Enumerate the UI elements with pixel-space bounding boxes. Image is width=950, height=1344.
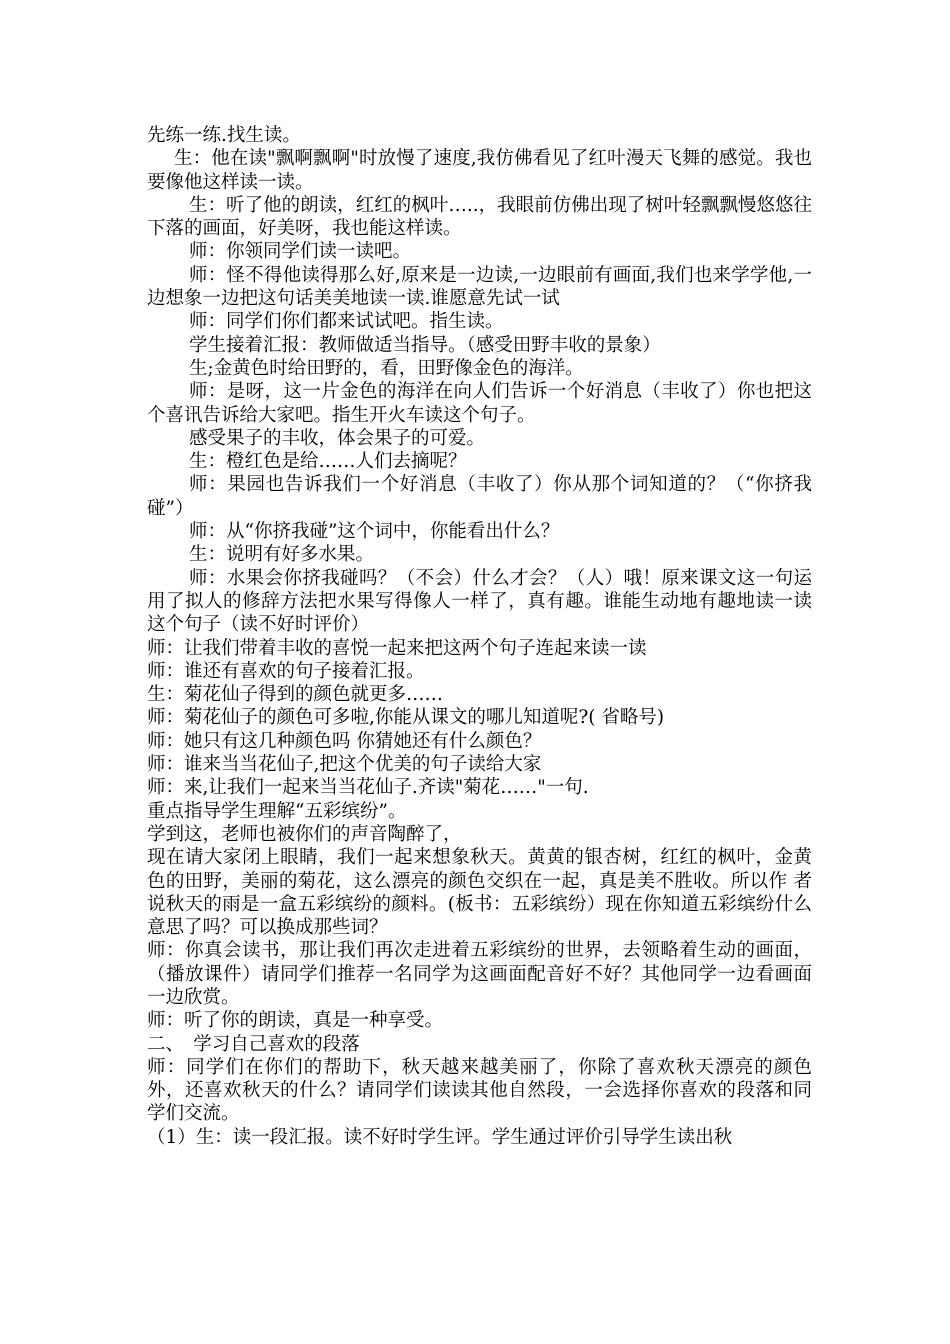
paragraph: 师：怪不得他读得那么好,原来是一边读,一边眼前有画面,我们也来学学他,一边想象一边把这句话美美地读一读.谁愿意先试一试 <box>147 264 812 310</box>
paragraph: 生：橙红色是给……人们去摘呢？ <box>189 451 467 473</box>
paragraph: 生：说明有好多水果。 <box>189 544 375 566</box>
paragraph: 现在请大家闭上眼睛，我们一起来想象秋天。黄黄的银杏树，红红的枫叶，金黄色的田野，美丽的菊花，这么漂亮的颜色交织在一起，真是美不胜收。所以作 者说秋天的雨是一盒五彩缤纷的颜料。(板书：五彩缤纷）现在你知道五彩缤纷什么意思了吗？可以换成那些词？ <box>147 847 812 939</box>
paragraph: 师：同学们你们都来试试吧。指生读。 <box>189 311 504 333</box>
paragraph: 二、 学习自己喜欢的段落 <box>147 1033 360 1055</box>
paragraph: 师：来,让我们一起来当当花仙子.齐读"菊花……"一句. <box>147 777 589 799</box>
paragraph: 师：同学们在你们的帮助下，秋天越来越美丽了，你除了喜欢秋天漂亮的颜色外，还喜欢秋天的什么？请同学们读读其他自然段，一会选择你喜欢的段落和同学们交流。 <box>147 1056 812 1125</box>
paragraph: 生：他在读"飘啊飘啊"时放慢了速度,我仿佛看见了红叶漫天飞舞的感觉。我也要像他这样读一读。 <box>147 148 812 193</box>
paragraph: 师：她只有这几种颜色吗 你猜她还有什么颜色？ <box>147 730 542 752</box>
paragraph: 师：你领同学们读一读吧。 <box>189 241 412 263</box>
paragraph: 学生接着汇报：教师做适当指导。（感受田野丰收的景象） <box>189 334 661 356</box>
paragraph: 师：听了你的朗读，真是一种享受。 <box>147 1010 444 1032</box>
paragraph: 学到这，老师也被你们的声音陶醉了， <box>147 823 462 845</box>
paragraph: 师：水果会你挤我碰吗？（不会）什么才会？（人）哦！原来课文这一句运用了拟人的修辞方法把水果写得像人一样了，真有趣。谁能生动地有趣地读一读这个句子（读不好时评价） <box>147 567 812 636</box>
paragraph: 感受果子的丰收，体会果子的可爱。 <box>189 427 486 449</box>
paragraph: 师：让我们带着丰收的喜悦一起来把这两个句子连起来读一读 <box>147 637 647 659</box>
paragraph: 师：谁还有喜欢的句子接着汇报。 <box>147 660 425 682</box>
paragraph: 师：果园也告诉我们一个好消息（丰收了）你从那个词知道的？（“你挤我碰”） <box>147 474 812 519</box>
paragraph: 重点指导学生理解“五彩缤纷”。 <box>147 800 407 822</box>
paragraph: 师：谁来当当花仙子,把这个优美的句子读给大家 <box>147 754 542 776</box>
paragraph: 师：菊花仙子的颜色可多啦,你能从课文的哪儿知道呢?( 省略号) <box>147 707 665 729</box>
paragraph: 师：是呀，这一片金色的海洋在向人们告诉一个好消息（丰收了）你也把这个喜讯告诉给大家吧。指生开火车读这个句子。 <box>147 381 812 426</box>
paragraph: 生;金黄色时给田野的，看，田野像金色的海洋。 <box>189 357 584 379</box>
paragraph: 师：你真会读书，那让我们再次走进着五彩缤纷的世界，去领略着生动的画面，（播放课件）请同学们推荐一名同学为这画面配音好不好？其他同学一边看画面一边欣赏。 <box>147 940 812 1008</box>
paragraph: 师：从“你挤我碰”这个词中，你能看出什么？ <box>189 521 560 543</box>
paragraph: （1）生：读一段汇报。读不好时学生评。学生通过评价引导学生读出秋 <box>147 1126 733 1148</box>
paragraph: 生：菊花仙子得到的颜色就更多…… <box>147 684 444 706</box>
paragraph: 生：听了他的朗读，红红的枫叶…..，我眼前仿佛出现了树叶轻飘飘慢悠悠往下落的画面，好美呀，我也能这样读。 <box>147 194 812 240</box>
document-body <box>147 124 812 1149</box>
paragraph: 先练一练.找生读。 <box>147 125 301 146</box>
